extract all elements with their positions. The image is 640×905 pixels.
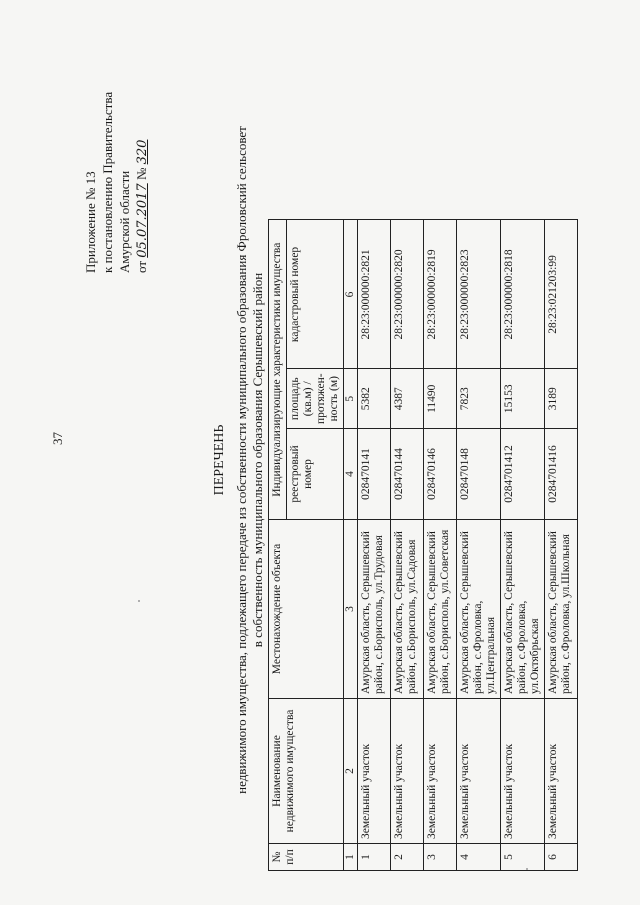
row-cadastral: 28:23:000000:2820 — [391, 220, 424, 369]
document-title — [212, 45, 266, 875]
table-row — [545, 220, 578, 871]
appendix-block — [82, 43, 151, 273]
column-number-row — [344, 220, 358, 871]
handwritten-date: 05.07.2017 — [135, 183, 150, 258]
row-num: 4 — [457, 844, 501, 871]
header-cadastral: кадастровый номер — [287, 220, 344, 369]
row-area: 15153 — [501, 369, 545, 429]
row-num: 5 — [501, 844, 545, 871]
row-name: Земельный участок — [501, 699, 545, 844]
scan-speck — [138, 600, 140, 602]
row-name: Земельный участок — [457, 699, 501, 844]
row-cadastral: 28:23:000000:2821 — [358, 220, 391, 369]
col-number: 5 — [344, 369, 358, 429]
row-registry: 028470144 — [391, 429, 424, 520]
table-row — [501, 220, 545, 871]
header-area: площадь (кв.м) / протяжен-ность (м) — [287, 369, 344, 429]
row-area: 3189 — [545, 369, 578, 429]
row-cadastral: 28:23:000000:2819 — [424, 220, 457, 369]
title-line-2: в собственность муниципального образования Серышевский район — [250, 272, 265, 648]
property-table — [268, 219, 578, 871]
title-heading: ПЕРЕЧЕНЬ — [212, 424, 227, 496]
row-registry: 0284701412 — [501, 429, 545, 520]
row-location: Амурская область, Серышевский район, с.Фроловка, ул.Центральная — [457, 520, 501, 699]
table-row — [424, 220, 457, 871]
title-line-1: недвижимого имущества, подлежащего передаче из собственности муниципального образования Фроловский сельсовет — [234, 126, 249, 794]
row-location: Амурская область, Серышевский район, с.Борисполь, ул.Трудовая — [358, 520, 391, 699]
row-registry: 028470146 — [424, 429, 457, 520]
row-name: Земельный участок — [391, 699, 424, 844]
table-row — [457, 220, 501, 871]
row-name: Земельный участок — [358, 699, 391, 844]
row-location: Амурская область, Серышевский район, с.Борисполь, ул.Садовая — [391, 520, 424, 699]
table-row — [358, 220, 391, 871]
header-name: Наименование недвижимого имущества — [269, 699, 344, 844]
scan-speck — [526, 868, 528, 870]
col-number: 4 — [344, 429, 358, 520]
row-num: 6 — [545, 844, 578, 871]
number-prefix: № — [134, 167, 149, 181]
row-num: 1 — [358, 844, 391, 871]
appendix-line-3: Амурской области — [117, 170, 132, 273]
row-area: 4387 — [391, 369, 424, 429]
appendix-line-2: к постановлению Правительства — [100, 91, 115, 273]
header-row — [269, 220, 287, 871]
row-name: Земельный участок — [545, 699, 578, 844]
col-number: 2 — [344, 699, 358, 844]
page-number: 37 — [50, 432, 65, 445]
handwritten-number: 320 — [135, 139, 150, 165]
rotated-sheet — [30, 35, 590, 885]
header-characteristics: Индивидуализирующие характеристики имущества — [269, 220, 287, 520]
date-prefix: от — [134, 260, 149, 273]
row-area: 7823 — [457, 369, 501, 429]
header-registry: реестровый номер — [287, 429, 344, 520]
row-cadastral: 28:23:000000:2823 — [457, 220, 501, 369]
row-cadastral: 28:23:000000:2818 — [501, 220, 545, 369]
row-location: Амурская область, Серышевский район, с.Фроловка, ул.Октябрьская — [501, 520, 545, 699]
col-number: 6 — [344, 220, 358, 369]
table-row — [391, 220, 424, 871]
row-num: 2 — [391, 844, 424, 871]
row-num: 3 — [424, 844, 457, 871]
header-location: Местонахождение объекта — [269, 520, 344, 699]
row-name: Земельный участок — [424, 699, 457, 844]
col-number: 3 — [344, 520, 358, 699]
row-registry: 028470148 — [457, 429, 501, 520]
header-num: № п/п — [269, 844, 344, 871]
row-area: 5382 — [358, 369, 391, 429]
row-area: 11490 — [424, 369, 457, 429]
col-number: 1 — [344, 844, 358, 871]
row-registry: 0284701416 — [545, 429, 578, 520]
appendix-date-line — [133, 43, 151, 273]
appendix-line-1: Приложение № 13 — [83, 171, 98, 273]
row-cadastral: 28:23:021203:99 — [545, 220, 578, 369]
row-location: Амурская область, Серышевский район, с.Фроловка, ул.Школьная — [545, 520, 578, 699]
row-registry: 028470141 — [358, 429, 391, 520]
row-location: Амурская область, Серышевский район, с.Борисполь, ул.Советская — [424, 520, 457, 699]
